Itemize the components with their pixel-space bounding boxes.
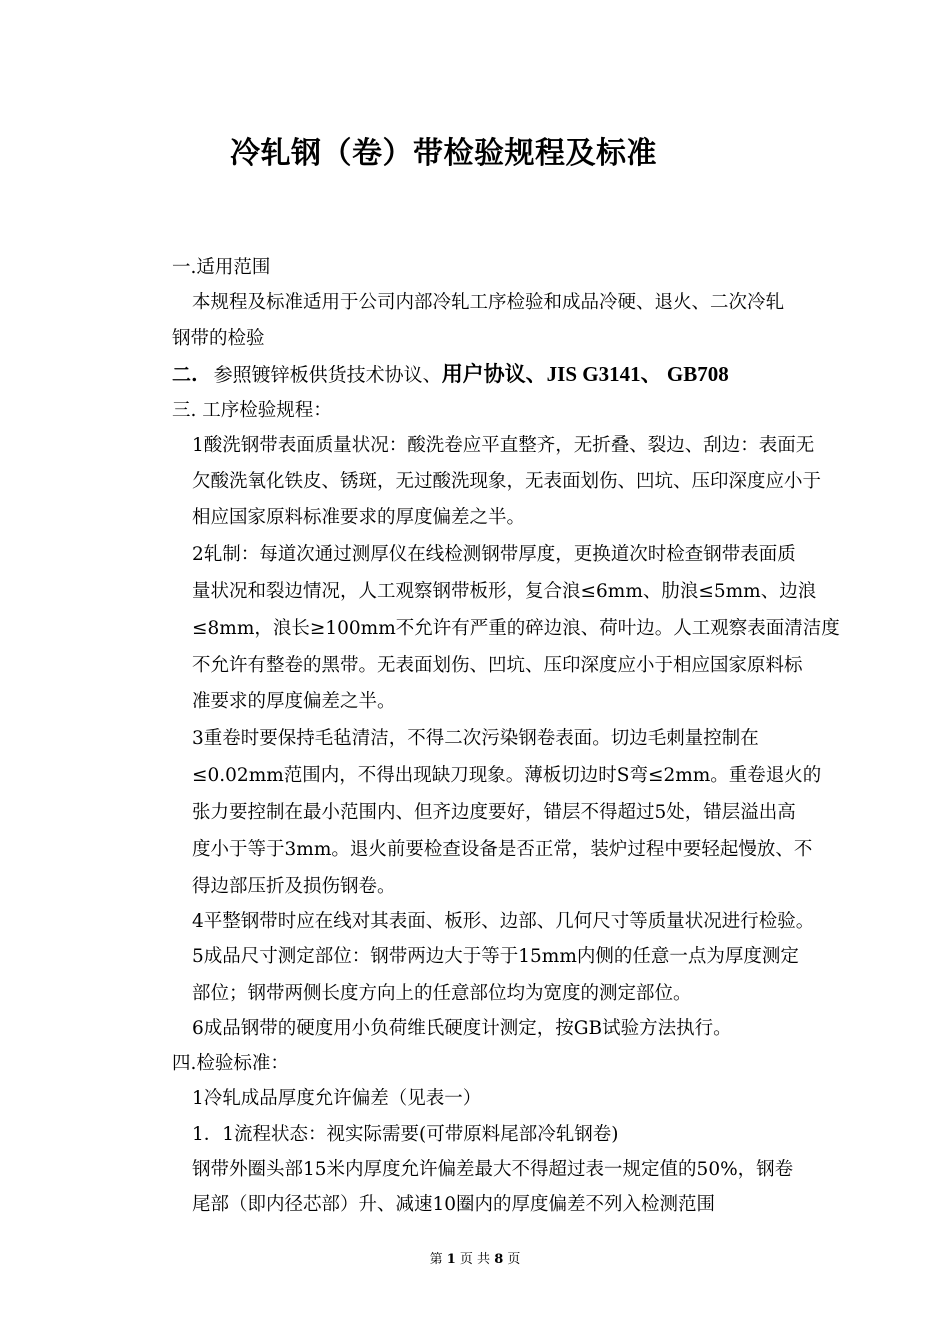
section4-item-line: 1．1流程状态：视实际需要(可带原料尾部冷轧钢卷) — [192, 1124, 619, 1145]
footer-page-number: 1 — [446, 1252, 456, 1267]
footer-suffix: 页 — [507, 1252, 521, 1267]
section3-item-line: 得边部压折及损伤钢卷。 — [192, 876, 396, 897]
section1-body-line: 钢带的检验 — [172, 328, 265, 349]
document-title: 冷轧钢（卷）带检验规程及标准 — [230, 136, 657, 171]
footer-total-pages: 8 — [494, 1252, 504, 1267]
section4-item-line: 1冷轧成品厚度允许偏差（见表一） — [192, 1088, 482, 1109]
section3-item-line: 部位；钢带两侧长度方向上的任意部位均为宽度的测定部位。 — [192, 983, 692, 1004]
footer-middle: 页 共 — [459, 1252, 491, 1267]
section1-heading: 一.适用范围 — [172, 257, 271, 278]
section4-item-line: 钢带外圈头部15米内厚度允许偏差最大不得超过表一规定值的50%，钢卷 — [192, 1159, 794, 1180]
section3-item-line: 5成品尺寸测定部位：钢带两边大于等于15mm内侧的任意一点为厚度测定 — [192, 946, 799, 967]
section3-item-line: 度小于等于3mm。退火前要检查设备是否正常，装炉过程中要轻起慢放、不 — [192, 839, 813, 860]
section3-item-line: ≤0.02mm范围内，不得出现缺刀现象。薄板切边时S弯≤2mm。重卷退火的 — [192, 765, 822, 786]
section3-item-line: 1酸洗钢带表面质量状况：酸洗卷应平直整齐，无折叠、裂边、刮边：表面无 — [192, 435, 815, 456]
section3-item-line: 不允许有整卷的黑带。无表面划伤、凹坑、压印深度应小于相应国家原料标 — [192, 655, 803, 676]
section3-item-line: ≤8mm，浪长≥100mm不允许有严重的碎边浪、荷叶边。人工观察表面清洁度 — [192, 618, 840, 639]
page-footer — [0, 1248, 950, 1267]
section3-item-line: 张力要控制在最小范围内、但齐边度要好，错层不得超过5处，错层溢出高 — [192, 802, 796, 823]
footer-prefix: 第 — [429, 1252, 443, 1267]
section2-heading — [172, 362, 729, 387]
section3-item-line: 欠酸洗氧化铁皮、锈斑，无过酸洗现象，无表面划伤、凹坑、压印深度应小于 — [192, 471, 822, 492]
section2-references: 用户协议、JIS G3141、 GB708 — [441, 362, 729, 386]
section4-item-line: 尾部（即内径芯部）升、减速10圈内的厚度偏差不列入检测范围 — [192, 1194, 716, 1215]
section3-item-line: 3重卷时要保持毛毡清洁，不得二次污染钢卷表面。切边毛刺量控制在 — [192, 728, 759, 749]
section3-item-line: 6成品钢带的硬度用小负荷维氏硬度计测定，按GB试验方法执行。 — [192, 1018, 732, 1039]
section3-item-line: 量状况和裂边情况，人工观察钢带板形，复合浪≤6mm、肋浪≤5mm、边浪 — [192, 581, 817, 602]
section3-item-line: 相应国家原料标准要求的厚度偏差之半。 — [192, 507, 526, 528]
section3-item-line: 2轧制：每道次通过测厚仪在线检测钢带厚度，更换道次时检查钢带表面质 — [192, 544, 796, 565]
section2-number: 二. — [172, 364, 198, 386]
section2-text: 参照镀锌板供货技术协议、 — [213, 364, 442, 386]
section3-item-line: 4平整钢带时应在线对其表面、板形、边部、几何尺寸等质量状况进行检验。 — [192, 911, 815, 932]
section4-heading: 四.检验标准： — [172, 1053, 289, 1074]
section1-body-line: 本规程及标准适用于公司内部冷轧工序检验和成品冷硬、退火、二次冷轧 — [192, 292, 785, 313]
section3-heading: 三. 工序检验规程： — [172, 400, 332, 421]
section3-item-line: 准要求的厚度偏差之半。 — [192, 691, 396, 712]
